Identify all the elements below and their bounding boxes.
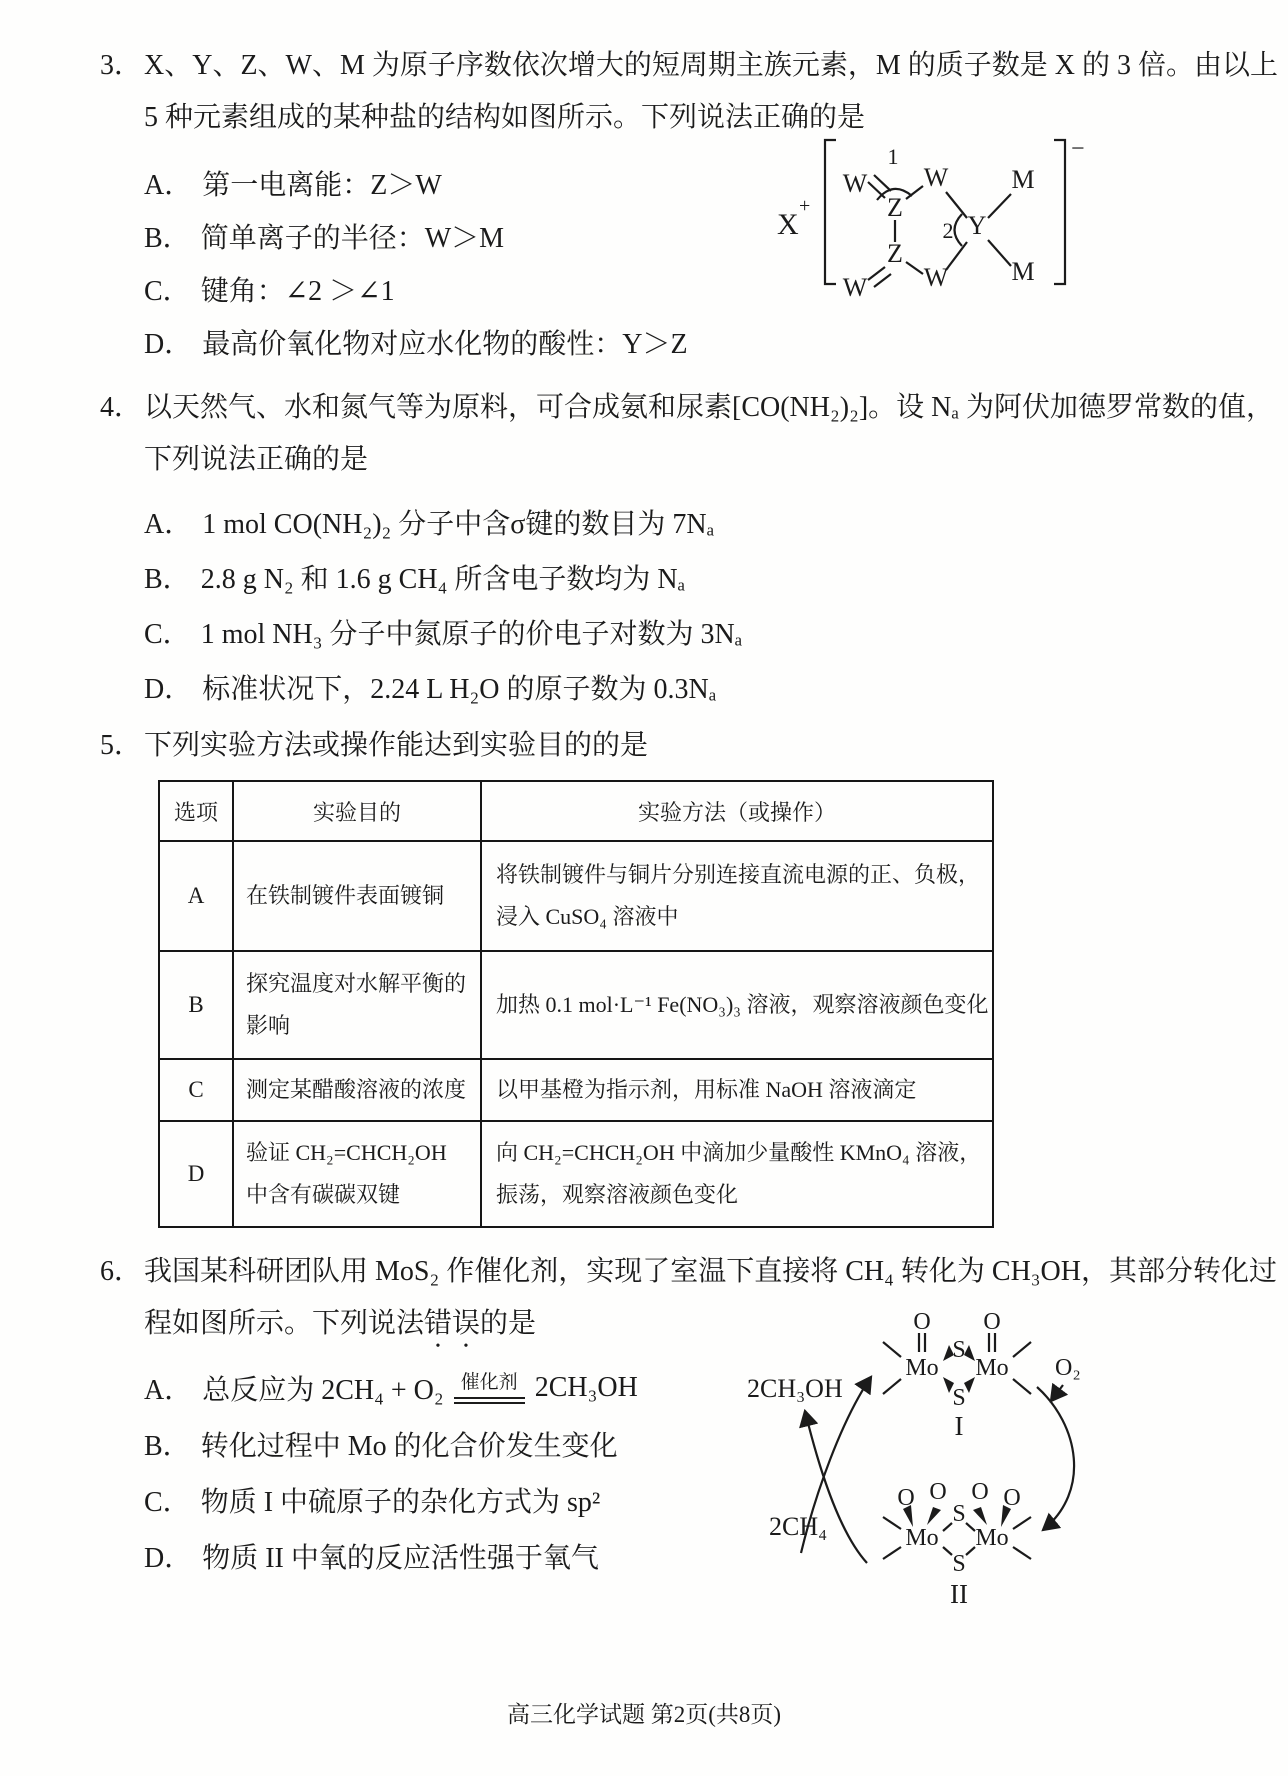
stem-line: 下列实验方法或操作能达到实验目的的是 <box>144 730 649 761</box>
question-5-stem <box>100 724 1200 768</box>
row-purpose <box>233 1059 481 1121</box>
table-row <box>159 841 993 951</box>
atom-w: W <box>923 163 949 192</box>
wedge-bond-icon <box>973 1507 987 1525</box>
question-number: 6． <box>100 1256 143 1287</box>
equation-left: 总反应为 2CH₄ + O₂ <box>202 1375 444 1406</box>
atom-o: O <box>897 1485 915 1511</box>
atom-mo: Mo <box>975 1355 1009 1381</box>
row-option: D <box>159 1121 233 1227</box>
stem-line: 以天然气、水和氮气等为原料，可合成氨和尿素[CO(NH₂)₂]。设 Nₐ 为阿伏加德罗常数的值， <box>144 392 1275 423</box>
option-label: B． <box>144 1431 191 1462</box>
method-line: 将铁制镀件与铜片分别连接直流电源的正、负极， <box>496 862 981 887</box>
wedge-bond-icon <box>927 1507 941 1525</box>
option-text: 简单离子的半径：W＞M <box>200 222 505 254</box>
question-number: 3． <box>100 50 143 81</box>
methanol-label: 2CH₃OH <box>747 1374 843 1403</box>
single-bond-icon <box>946 192 967 218</box>
row-purpose <box>233 841 481 951</box>
atom-o: O <box>929 1479 947 1505</box>
option-text: 标准状况下，2.24 L H₂O 的原子数为 0.3Nₐ <box>202 673 717 705</box>
single-bond-icon <box>1013 1379 1031 1394</box>
atom-mo: Mo <box>905 1355 939 1381</box>
single-bond-icon <box>988 240 1011 266</box>
question-4 <box>100 382 1275 714</box>
method-line: 振荡，观察溶液颜色变化 <box>496 1182 739 1207</box>
option-a <box>144 494 1200 549</box>
single-bond-icon <box>883 1379 901 1394</box>
left-bracket-icon <box>825 140 836 284</box>
header-method: 实验方法（或操作） <box>481 781 993 841</box>
header-option: 选项 <box>159 781 233 841</box>
stem-line: 我国某科研团队用 MoS₂ 作催化剂，实现了室温下直接将 CH₄ 转化为 CH₃OH，其部分转化过 <box>144 1256 1277 1287</box>
question-5 <box>100 724 1200 1228</box>
option-c <box>144 604 1200 659</box>
atom-o: O <box>983 1309 1001 1335</box>
option-text: 物质 II 中氧的反应活性强于氧气 <box>202 1543 599 1574</box>
method-line: 加热 0.1 mol·L⁻¹ Fe(NO₃)₃ 溶液，观察溶液颜色变化 <box>496 992 989 1017</box>
purpose-line: 测定某醋酸溶液的浓度 <box>246 1077 467 1102</box>
row-method <box>481 841 993 951</box>
anion-charge: − <box>1071 136 1085 162</box>
option-text: 键角：∠2 ＞∠1 <box>200 275 395 307</box>
method-line: 向 CH₂=CHCH₂OH 中滴加少量酸性 KMnO₄ 溶液， <box>496 1140 982 1165</box>
single-bond-icon <box>883 1547 901 1559</box>
row-method <box>481 951 993 1059</box>
option-text: 2.8 g N₂ 和 1.6 g CH₄ 所含电子数均为 Nₐ <box>200 563 686 595</box>
option-text: 物质 I 中硫原子的杂化方式为 sp² <box>200 1487 601 1518</box>
option-b <box>144 549 1200 604</box>
option-d <box>144 659 1200 714</box>
single-bond-icon <box>1013 1547 1031 1559</box>
stem-text: 程如图所示。下列说法 <box>144 1308 425 1339</box>
emphasized-text: 错误 <box>424 1308 481 1339</box>
single-bond-icon <box>883 1342 901 1357</box>
row-option: C <box>159 1059 233 1121</box>
table-row <box>159 951 993 1059</box>
atom-w: W <box>923 263 949 292</box>
atom-z: Z <box>887 239 903 268</box>
atom-s: S <box>952 1501 966 1527</box>
catalyst-condition: 催化剂 <box>460 1372 518 1394</box>
double-bond-icon <box>919 1333 925 1352</box>
header-purpose: 实验目的 <box>233 781 481 841</box>
option-label: D． <box>144 673 193 705</box>
stem-line: X、Y、Z、W、M 为原子序数依次增大的短周期主族元素，M 的质子数是 X 的 3 倍。由以上 <box>144 50 1278 81</box>
experiment-table <box>158 780 994 1228</box>
option-label: A． <box>144 169 193 201</box>
method-line: 以甲基橙为指示剂，用标准 NaOH 溶液滴定 <box>496 1077 917 1102</box>
angle-1-label: 1 <box>887 144 899 169</box>
single-bond-icon <box>988 194 1011 218</box>
double-line-icon <box>454 1397 525 1404</box>
structure-1-label: I <box>954 1411 964 1441</box>
salt-structure-diagram <box>765 122 1100 302</box>
option-label: C． <box>144 618 191 650</box>
angle-2-label: 2 <box>942 218 954 243</box>
structure-2-label: II <box>950 1579 968 1609</box>
table-row <box>159 1059 993 1121</box>
row-method <box>481 1121 993 1227</box>
atom-s: S <box>952 1385 966 1411</box>
atom-z: Z <box>887 193 903 222</box>
method-line: 浸入 CuSO₄ 溶液中 <box>496 904 679 929</box>
atom-m: M <box>1011 165 1035 194</box>
methane-label: 2CH₄ <box>769 1512 828 1541</box>
option-text: 第一电离能：Z＞W <box>202 169 442 201</box>
atom-m: M <box>1011 257 1035 286</box>
question-number: 4． <box>100 392 143 423</box>
equation-right: 2CH₃OH <box>534 1372 638 1403</box>
right-bracket-icon <box>1054 140 1065 284</box>
single-bond-icon <box>1013 1342 1031 1357</box>
oxygen-arrow-icon <box>1051 1385 1063 1401</box>
single-bond-icon <box>966 1523 975 1531</box>
atom-w: W <box>842 169 868 198</box>
option-label: A． <box>144 508 193 540</box>
option-text: 最高价氧化物对应水化物的酸性：Y＞Z <box>202 328 688 360</box>
cation-charge: + <box>799 195 811 217</box>
single-bond-icon <box>943 1523 952 1531</box>
atom-s: S <box>952 1551 966 1577</box>
structure-atoms <box>777 136 1085 302</box>
atom-y: Y <box>967 211 987 240</box>
oxygen-label: O₂ <box>1055 1355 1081 1381</box>
option-label: D． <box>144 328 193 360</box>
option-text: 1 mol NH₃ 分子中氮原子的价电子对数为 3Nₐ <box>200 618 743 650</box>
single-bond-icon <box>883 1517 901 1529</box>
double-bond-icon <box>868 267 891 287</box>
option-label: D． <box>144 1543 193 1574</box>
atom-o: O <box>913 1309 931 1335</box>
row-purpose <box>233 951 481 1059</box>
atom-o: O <box>971 1479 989 1505</box>
atom-mo: Mo <box>975 1525 1009 1551</box>
option-label: A． <box>144 1375 193 1406</box>
option-text: 转化过程中 Mo 的化合价发生变化 <box>200 1431 618 1462</box>
single-bond-icon <box>906 262 923 274</box>
cation-label: X <box>777 208 799 241</box>
table-row <box>159 1121 993 1227</box>
stem-line: 5 种元素组成的某种盐的结构如图所示。下列说法正确的是 <box>144 102 866 133</box>
page-footer: 高三化学试题 第2页(共8页) <box>506 1702 782 1727</box>
atom-o: O <box>1003 1485 1021 1511</box>
atom-mo: Mo <box>905 1525 939 1551</box>
purpose-line: 在铁制镀件表面镀铜 <box>246 883 445 908</box>
angle-2-arc-icon <box>955 214 963 246</box>
purpose-line: 影响 <box>246 1013 291 1038</box>
atom-s: S <box>952 1337 966 1363</box>
stem-text: 的是 <box>480 1308 537 1339</box>
stem-line: 下列说法正确的是 <box>144 444 369 475</box>
single-bond-icon <box>946 242 967 270</box>
option-d <box>144 315 1200 368</box>
row-purpose <box>233 1121 481 1227</box>
option-label: B． <box>144 222 191 254</box>
row-option: B <box>159 951 233 1059</box>
row-method <box>481 1059 993 1121</box>
option-label: C． <box>144 275 191 307</box>
arrow-to-structure-2-icon <box>1037 1387 1074 1530</box>
row-option: A <box>159 841 233 951</box>
purpose-line: 验证 CH₂=CHCH₂OH <box>246 1140 447 1165</box>
single-bond-icon <box>966 1547 975 1555</box>
purpose-line: 中含有碳碳双键 <box>246 1182 401 1207</box>
purpose-line: 探究温度对水解平衡的 <box>246 971 467 996</box>
single-bond-icon <box>943 1547 952 1555</box>
question-number: 5． <box>100 730 143 761</box>
atom-w: W <box>842 273 868 302</box>
option-text: 1 mol CO(NH₂)₂ 分子中含σ键的数目为 7Nₐ <box>202 508 715 540</box>
catalytic-cycle-diagram <box>655 1295 1095 1630</box>
option-label: B． <box>144 563 191 595</box>
question-4-options <box>100 494 1200 714</box>
cycle-atoms <box>747 1309 1081 1609</box>
table-header-row <box>159 781 993 841</box>
option-label: C． <box>144 1487 191 1518</box>
single-bond-icon <box>1013 1517 1031 1529</box>
catalyst-over-equals <box>454 1372 525 1404</box>
question-4-stem <box>100 382 1275 486</box>
double-bond-icon <box>989 1333 995 1352</box>
